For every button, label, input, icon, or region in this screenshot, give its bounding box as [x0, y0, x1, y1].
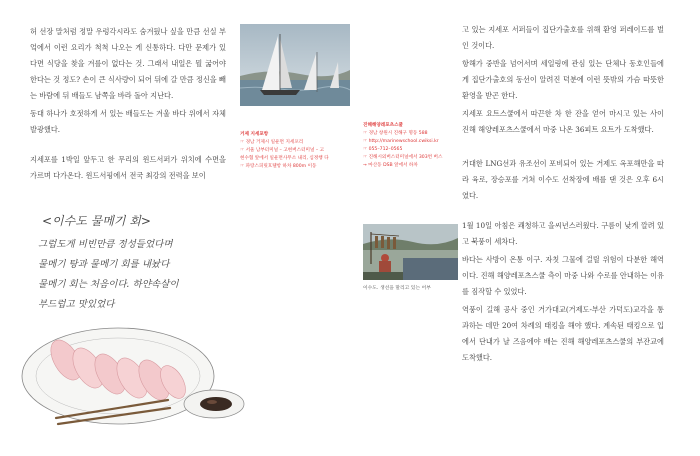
info-line: ☞ 파랑스피릿호텔항 하차 800m 이동 [240, 164, 317, 169]
handwritten-line: 그럽도게 비빈만큼 정성들었다며 [38, 239, 173, 250]
info-line: ☞ 055–712–0565 [363, 147, 403, 152]
left-paragraph-1: 허 선장 말처럼 정말 우렁각시라도 숨겨뒀나 싶을 만큼 선실 부엌에서 이런 요리가 척척 나오는 게 신통하다. 다만 문제가 있다면 식당을 찾을 겨를이 없다는 것. 그래서 내일은 뭘 굶어야 한다는 것 정도? 손이 큰 식사량이 되어 뒤에 갈 만큼 정신을 빼는 바람에 뒤 배들도 남쪽을 바라 돌아 지난다. [30, 27, 226, 100]
handwritten-line: 물메기 회는 처음이다. 하얀속살이 [38, 279, 179, 290]
handwritten-title: <이수도 물메기 회> [42, 214, 151, 228]
info-line: ☞ 경남 창원시 진해구 명동 588 [363, 131, 428, 136]
right-paragraph-4: 거대한 LNG선과 유조선이 포비되어 있는 거제도 옥포해만을 따라 육로, 장승포를 거쳐 이수도 선착장에 배를 댄 것은 오후 6시였다. [462, 159, 664, 200]
left-paragraph-3: 지세포를 1박일 앞두고 한 무리의 윈드서퍼가 위치에 수면을 가르며 다가온다. 윈드서핑에서 전국 최강의 전력을 보이 [30, 155, 226, 180]
info-box-jisepo [240, 131, 358, 171]
info-line: ☞ http://marinewschool.cwiksi.kr [363, 139, 439, 144]
right-paragraph-1: 고 있는 지세포 서퍼들이 집단가출호를 위해 환영 퍼레이드를 벌인 것이다. [462, 25, 664, 50]
handwritten-line: 물메기 탕과 물메기 회를 내놨다 [38, 259, 170, 270]
right-paragraph-6: 바다는 사방이 온통 이구. 자칫 그물에 걸릴 위험이 다분한 해역이다. 진해 해양레포츠스쿨 측이 마중 나와 수로를 안내하는 이유를 짐작할 수 있었다. [462, 255, 664, 296]
info-line: 현수협 앞에서 일운면사무소 내리, 심정행 다 [240, 156, 329, 161]
info-line: ☞ 진해시외버스터미널에서 303번 버스 [363, 155, 443, 160]
info-line: ☞ 경남 거제시 일운면 지세포리 [240, 140, 304, 145]
fish-drying-photo [363, 224, 458, 280]
info-box-jinhae-title: 진해해양레포츠스쿨 [363, 123, 403, 128]
photo-caption: 이수도. 생선을 말리고 있는 어부 [363, 286, 431, 291]
info-line: → 마산동 DSB 앞에서 하차 [363, 163, 418, 168]
right-paragraph-5: 1월 10일 아침은 쾌청하고 을씨년스러웠다. 구름이 낮게 깔려 있고 북풍이 세차다. [462, 221, 664, 246]
sailing-yacht-photo [240, 24, 350, 106]
right-paragraph-3: 지세포 요트스쿨에서 따끈한 차 한 잔을 얻어 마시고 있는 사이 진해 해양레포츠스쿨에서 마중 나온 36피트 요트가 도착했다. [462, 109, 664, 134]
sashimi-plate-illustration [18, 318, 258, 448]
info-line: ☞ 서울 남부터미널 – 고현버스터미널 – 고 [240, 148, 325, 153]
handwritten-line: 부드럽고 맛있었다 [38, 299, 115, 310]
left-paragraph-2: 동대 하나가 호젓하게 서 있는 배들도는 겨울 바다 위에서 자체 발광했다. [30, 109, 226, 134]
right-paragraph-7: 역풍이 길해 공사 중인 거가대교(거제도-부산 가덕도)교각을 통과하는 데만 20여 차례의 태킹을 해야 했다. 계속된 태킹으로 입에서 단내가 날 즈음에야 배는 진해 해양레포츠스쿨의 부잔교에 도착했다. [462, 305, 664, 362]
info-box-jinhae [363, 122, 458, 170]
right-paragraph-2: 항해가 중반을 넘어서며 세일링에 관심 있는 단체나 동호인들에게 집단가출호의 동선이 알려진 덕분에 이런 뜻밖의 가슴 따뜻한 환영을 받곤 한다. [462, 59, 664, 100]
info-box-jisepo-title: 거제 지세포항 [240, 132, 269, 137]
